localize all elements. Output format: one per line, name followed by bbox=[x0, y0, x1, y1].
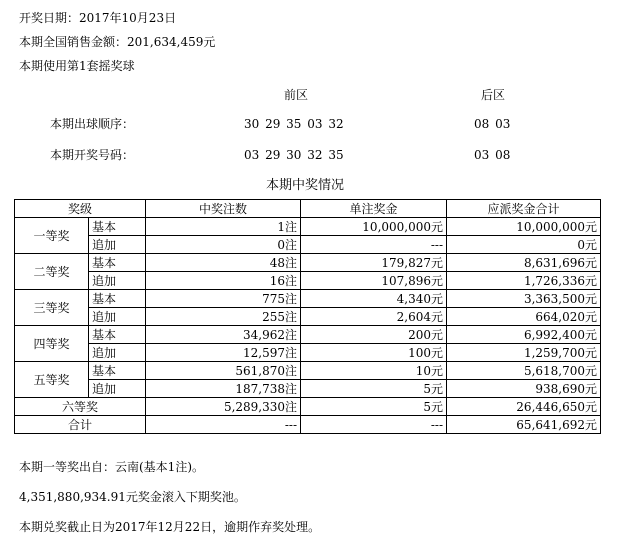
prize-total: 664,020元 bbox=[447, 308, 601, 326]
bet-type: 追加 bbox=[89, 308, 146, 326]
bet-type: 基本 bbox=[89, 218, 146, 236]
winner-count: 34,962注 bbox=[146, 326, 301, 344]
prize-total: 6,992,400元 bbox=[447, 326, 601, 344]
back-zone-label: 后区 bbox=[481, 88, 506, 102]
winner-count: 187,738注 bbox=[146, 380, 301, 398]
prize-total: 5,618,700元 bbox=[447, 362, 601, 380]
first-prize-origin: 本期一等奖出自：云南(基本1注)。 bbox=[19, 460, 204, 474]
sales-amount: 本期全国销售金额：201,634,459元 bbox=[19, 35, 216, 49]
prize-total: 10,000,000元 bbox=[447, 218, 601, 236]
single-prize: --- bbox=[301, 416, 447, 434]
table-header-row bbox=[15, 200, 601, 218]
single-prize: 2,604元 bbox=[301, 308, 447, 326]
winner-count: 48注 bbox=[146, 254, 301, 272]
bet-type: 追加 bbox=[89, 272, 146, 290]
winner-count: 255注 bbox=[146, 308, 301, 326]
draw-date: 开奖日期：2017年10月23日 bbox=[19, 11, 177, 25]
prize-total: 0元 bbox=[447, 236, 601, 254]
ball-set: 本期使用第1套摇奖球 bbox=[19, 59, 135, 73]
table-row bbox=[15, 344, 601, 362]
draw-order-label: 本期出球顺序： bbox=[50, 117, 135, 131]
draw-result-front: 03 29 30 32 35 bbox=[244, 148, 344, 162]
header-total: 应派奖金合计 bbox=[447, 200, 601, 218]
single-prize: 100元 bbox=[301, 344, 447, 362]
prize-level-name: 五等奖 bbox=[15, 362, 89, 398]
single-prize: 10,000,000元 bbox=[301, 218, 447, 236]
single-prize: 107,896元 bbox=[301, 272, 447, 290]
header-prize: 单注奖金 bbox=[301, 200, 447, 218]
claim-deadline: 本期兑奖截止日为2017年12月22日，逾期作弃奖处理。 bbox=[19, 520, 321, 534]
single-prize: 5元 bbox=[301, 380, 447, 398]
winner-count: 0注 bbox=[146, 236, 301, 254]
prize-level-name: 一等奖 bbox=[15, 218, 89, 254]
table-row bbox=[15, 308, 601, 326]
table-row bbox=[15, 272, 601, 290]
prize-total: 938,690元 bbox=[447, 380, 601, 398]
draw-order-back: 08 03 bbox=[474, 117, 511, 131]
header-level: 奖级 bbox=[15, 200, 146, 218]
prize-level-name: 二等奖 bbox=[15, 254, 89, 290]
winner-count: --- bbox=[146, 416, 301, 434]
table-row bbox=[15, 236, 601, 254]
jackpot-rollover: 4,351,880,934.91元奖金滚入下期奖池。 bbox=[19, 490, 246, 504]
bet-type: 基本 bbox=[89, 290, 146, 308]
draw-result-label: 本期开奖号码： bbox=[50, 148, 135, 162]
bet-type: 追加 bbox=[89, 236, 146, 254]
prize-table-title: 本期中奖情况 bbox=[266, 178, 345, 193]
front-zone-label: 前区 bbox=[284, 88, 309, 102]
prize-total: 8,631,696元 bbox=[447, 254, 601, 272]
prize-level-name: 合计 bbox=[15, 416, 146, 434]
table-row bbox=[15, 398, 601, 416]
draw-result-back: 03 08 bbox=[474, 148, 511, 162]
bet-type: 追加 bbox=[89, 344, 146, 362]
prize-table bbox=[14, 199, 601, 434]
table-row bbox=[15, 362, 601, 380]
prize-level-name: 三等奖 bbox=[15, 290, 89, 326]
winner-count: 1注 bbox=[146, 218, 301, 236]
prize-level-name: 六等奖 bbox=[15, 398, 146, 416]
table-row bbox=[15, 416, 601, 434]
prize-total: 1,726,336元 bbox=[447, 272, 601, 290]
winner-count: 12,597注 bbox=[146, 344, 301, 362]
single-prize: 10元 bbox=[301, 362, 447, 380]
single-prize: 179,827元 bbox=[301, 254, 447, 272]
winner-count: 775注 bbox=[146, 290, 301, 308]
winner-count: 16注 bbox=[146, 272, 301, 290]
bet-type: 基本 bbox=[89, 326, 146, 344]
single-prize: 200元 bbox=[301, 326, 447, 344]
draw-order-front: 30 29 35 03 32 bbox=[244, 117, 344, 131]
winner-count: 5,289,330注 bbox=[146, 398, 301, 416]
winner-count: 561,870注 bbox=[146, 362, 301, 380]
single-prize: 5元 bbox=[301, 398, 447, 416]
table-row bbox=[15, 326, 601, 344]
prize-level-name: 四等奖 bbox=[15, 326, 89, 362]
table-row bbox=[15, 218, 601, 236]
bet-type: 基本 bbox=[89, 362, 146, 380]
bet-type: 追加 bbox=[89, 380, 146, 398]
prize-total: 26,446,650元 bbox=[447, 398, 601, 416]
table-row bbox=[15, 290, 601, 308]
prize-total: 1,259,700元 bbox=[447, 344, 601, 362]
prize-total: 65,641,692元 bbox=[447, 416, 601, 434]
single-prize: --- bbox=[301, 236, 447, 254]
bet-type: 基本 bbox=[89, 254, 146, 272]
table-row bbox=[15, 254, 601, 272]
prize-total: 3,363,500元 bbox=[447, 290, 601, 308]
header-count: 中奖注数 bbox=[146, 200, 301, 218]
single-prize: 4,340元 bbox=[301, 290, 447, 308]
table-row bbox=[15, 380, 601, 398]
